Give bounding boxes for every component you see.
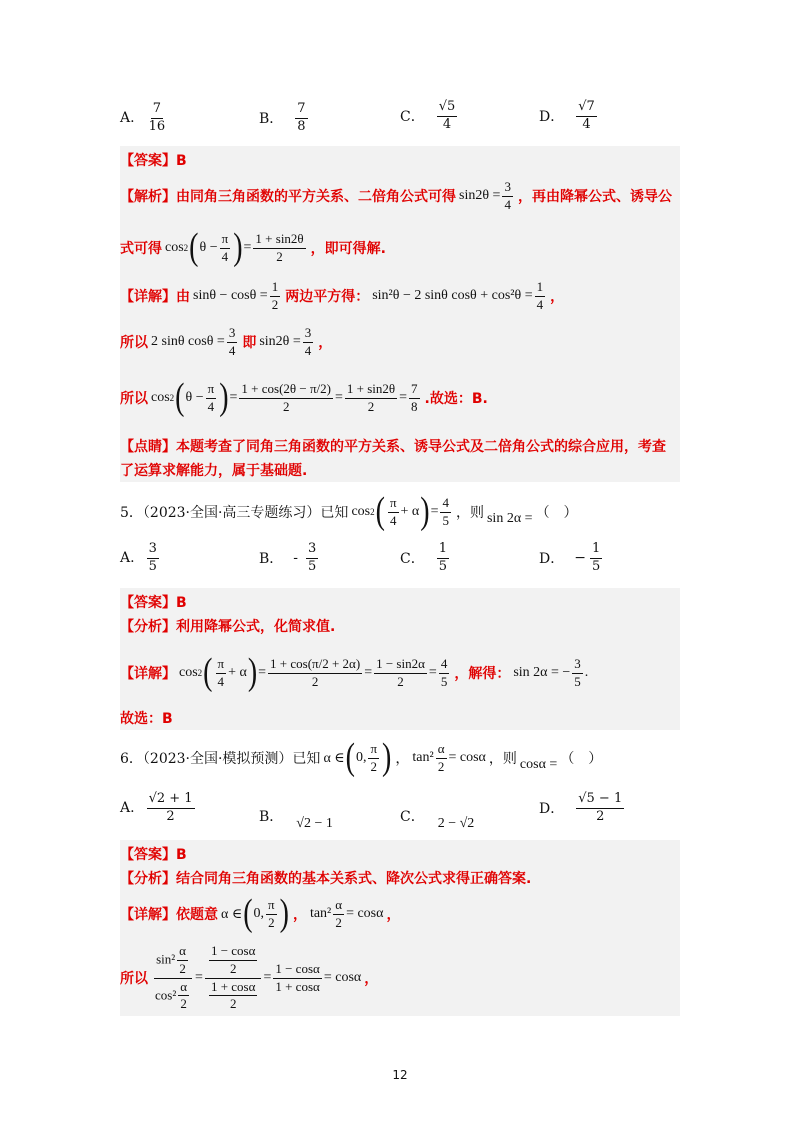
q6-last-line: 所以 sin² $\frac{\alpha}{2}$ cos² $\frac{\alpha}{2}$ = $\frac{\frac{1 - \cos\alpha}{2}}{\frac{1 + \cos\alpha}{2}}$ = $\frac{1 - \cos\alpha}{1 + \cos\alpha}$ = cosα ， [120, 942, 379, 1012]
option-fraction: $\frac{3}{5}$ [308, 541, 317, 574]
option-fraction: $\frac{√5 - 1}{2}$ [578, 791, 623, 824]
fraction: $\frac{7}{8}$ [411, 380, 418, 414]
fraction: $\frac{\pi}{4}$ [389, 494, 397, 528]
analysis-tag: 【解析】 [120, 189, 176, 205]
fraction: $\frac{4}{5}$ [442, 494, 449, 528]
analysis-text: ，再由降幂公式、诱导公 [517, 189, 672, 205]
fraction: $\frac{1 + \sin 2\theta}{2}$ [255, 230, 304, 264]
fraction: sin² $\frac{\alpha}{2}$ cos² $\frac{\alpha}{2}$ [153, 944, 193, 1013]
q6-option-d: D． $\frac{√5 - 1}{2}$ [539, 791, 623, 824]
option-fraction: $\frac{3}{5}$ [148, 541, 157, 574]
fraction: $\frac{1 + \cos\alpha}{2}$ [210, 978, 256, 1012]
fraction: $\frac{1 - \cos\alpha}{2}$ [210, 942, 256, 976]
fraction: $\frac{3}{4}$ [504, 178, 511, 212]
q4-option-c [400, 100, 459, 133]
option-fraction: $\frac{1}{5}$ [591, 541, 601, 574]
q4-option-a [120, 102, 169, 135]
q5-choose-line: 故选：B [120, 711, 173, 727]
q5-analysis-line: 【分析】 利用降幂公式，化简求值. [120, 619, 336, 635]
fraction: $\frac{1 + \cos(\pi/2 + 2\alpha)}{2}$ [270, 655, 361, 689]
q4-answer-line [120, 150, 680, 170]
q4-detail-line-1: 【详解】 由 sinθ − cosθ = $\frac{1}{2}$ 两边平方得： sin²θ − 2 sinθ cosθ + cos²θ = $\frac{1}{4}$ ， [120, 278, 565, 312]
formula: α ∈ ( 0, $\frac{\pi}{2}$ ) [323, 736, 392, 779]
fraction: $\frac{\pi}{4}$ [217, 655, 225, 689]
fraction [205, 944, 261, 1013]
formula: tan² $\frac{\alpha}{2}$ = cosα [309, 896, 384, 930]
page-number: 12 [392, 1068, 408, 1082]
fraction: $\frac{1}{2}$ [271, 278, 279, 312]
comment-tag: 【点睛】 [120, 439, 176, 455]
analysis-text: ，即可得解. [310, 241, 386, 257]
option-fraction: $\frac{√2 + 1}{2}$ [148, 791, 193, 824]
q6-stem: 6．（2023·全国·模拟预测）已知 α ∈ ( 0, $\frac{\pi}{2}$ ) ， tan² $\frac{\alpha}{2}$ = cosα ，则 cosα = （ ） [120, 736, 603, 779]
analysis-text: 式可得 [120, 241, 162, 257]
option-label: D． [539, 109, 565, 126]
formula: α ∈ ( 0, $\frac{\pi}{2}$ ) [221, 892, 289, 935]
option-label: B． [259, 111, 284, 128]
option-fraction: $\frac{1}{5}$ [438, 541, 447, 574]
q4-option-b [259, 102, 310, 135]
fraction: $\frac{\alpha}{2}$ [335, 896, 343, 930]
fraction: $\frac{\pi}{2}$ [370, 740, 378, 774]
analysis-text: 由同角三角函数的平方关系、二倍角公式可得 [176, 189, 456, 205]
q5-option-a: A. $\frac{3}{5}$ [120, 541, 157, 574]
fraction: $\frac{3}{4}$ [304, 324, 312, 358]
fraction: $\frac{1 + \cos(2\theta - \pi/2)}{2}$ [241, 380, 331, 414]
option-label: C． [400, 109, 425, 126]
option-fraction: $\frac{7}{16}$ [148, 101, 166, 134]
q6-option-c: C． 2 − √2 [400, 809, 475, 831]
q6-option-a: A. $\frac{√2 + 1}{2}$ [120, 791, 193, 824]
q4-comment-line-1: 【点睛】 本题考查了同角三角函数的平方关系、诱导公式及二倍角公式的综合应用，考查 [120, 436, 680, 456]
fraction: $\frac{1 - \sin 2\alpha}{2}$ [376, 655, 425, 689]
formula: sin 2α = − $\frac{3}{5}$ . [513, 655, 589, 689]
q4-analysis-line-1 [120, 178, 680, 214]
fraction: $\frac{\alpha}{2}$ [179, 942, 186, 976]
formula: cos 2 ( $\frac{\pi}{4}$ + α ) = $\frac{1 + \cos(\pi/2 + 2\alpha)}{2}$ = $\frac{1 - \sin 2\alpha}{2}$ = $\frac{4}{5}$ [179, 651, 448, 694]
formula: sin2θ = $\frac{3}{4}$ [259, 324, 312, 358]
fraction: $\frac{1 + \sin 2\theta}{2}$ [346, 380, 396, 414]
formula: cos 2 ( θ − $\frac{\pi}{4}$ ) = $\frac{1 + \sin 2\theta}{2}$ [165, 226, 304, 269]
fraction: $\frac{\pi}{4}$ [221, 230, 229, 264]
q6-option-b: B． √2 − 1 [259, 809, 333, 831]
formula: sinθ − cosθ = $\frac{1}{2}$ [193, 278, 279, 312]
fraction: $\frac{4}{5}$ [440, 655, 448, 689]
option-fraction: $\frac{7}{8}$ [297, 101, 306, 134]
q5-option-d: D． − $\frac{1}{5}$ [539, 541, 601, 574]
fraction: $\frac{3}{4}$ [228, 324, 236, 358]
fraction: $\frac{\alpha}{2}$ [437, 740, 445, 774]
fraction: $\frac{\alpha}{2}$ [180, 978, 188, 1012]
q4-detail-line-3: 所以 cos 2 ( θ − $\frac{\pi}{4}$ ) = $\frac{1 + \cos(2\theta - \pi/2)}{2}$ = $\frac{1 + \sin 2\theta}{2}$ = $\frac{7}{8}$ .故选：B. [120, 376, 488, 419]
q5-option-c: C． $\frac{1}{5}$ [400, 541, 447, 574]
q5-answer-line: 【答案】B [120, 595, 187, 611]
fraction: $\frac{\pi}{2}$ [268, 896, 275, 930]
option-fraction: $\frac{√7}{4}$ [578, 99, 595, 132]
option-label: A. [120, 110, 135, 127]
fraction: $\frac{1 - \cos\alpha}{1 + \cos\alpha}$ [275, 960, 320, 994]
formula: sin2θ = $\frac{3}{4}$ [459, 178, 511, 212]
option-fraction: $\frac{√5}{4}$ [438, 99, 456, 132]
fraction: $\frac{3}{5}$ [574, 655, 581, 689]
q4-comment-line-2: 了运算求解能力，属于基础题. [120, 463, 308, 479]
detail-tag: 【详解】 [120, 289, 176, 305]
q5-detail-line: 【详解】 cos 2 ( $\frac{\pi}{4}$ + α ) = $\frac{1 + \cos(\pi/2 + 2\alpha)}{2}$ = $\frac{1 - \sin 2\alpha}{2}$ = $\frac{4}{5}$ ，解得： sin 2α = − $\frac{3}{5}$ . [120, 651, 589, 694]
fraction: $\frac{\pi}{4}$ [207, 380, 215, 414]
answer-text: 【答案】B [120, 153, 187, 169]
q4-detail-line-2: 所以 2 sinθ cosθ = $\frac{3}{4}$ 即 sin2θ = $\frac{3}{4}$ ， [120, 324, 333, 358]
q5-stem: 5．（2023·全国·高三专题练习）已知 cos 2 ( $\frac{\pi}{4}$ + α ) = $\frac{4}{5}$ ，则 sin 2α = （ ） [120, 490, 578, 533]
formula: sin² $\frac{\alpha}{2}$ cos² $\frac{\alpha}{2}$ = $\frac{\frac{1 - \cos\alpha}{2}}{\frac{1 + \cos\alpha}{2}}$ = $\frac{1 - \cos\alpha}{1 + \cos\alpha}$ = cosα [155, 942, 362, 1012]
q6-analysis-line: 【分析】 结合同角三角函数的基本关系式、降次公式求得正确答案. [120, 871, 532, 887]
q4-option-d [539, 100, 599, 133]
q6-answer-line: 【答案】B [120, 847, 187, 863]
formula: 2 sinθ cosθ = $\frac{3}{4}$ [151, 324, 236, 358]
formula: cos 2 ( $\frac{\pi}{4}$ + α ) = $\frac{4}{5}$ [351, 490, 449, 533]
formula: sin²θ − 2 sinθ cosθ + cos²θ = $\frac{1}{4}$ [372, 278, 544, 312]
formula: tan² $\frac{\alpha}{2}$ = cosα [412, 740, 486, 774]
q6-detail-line: 【详解】 依题意 α ∈ ( 0, $\frac{\pi}{2}$ ) ， tan² $\frac{\alpha}{2}$ = cosα ， [120, 892, 401, 935]
q4-analysis-line-2 [120, 228, 680, 268]
formula: cos 2 ( θ − $\frac{\pi}{4}$ ) = $\frac{1 + \cos(2\theta - \pi/2)}{2}$ = $\frac{1 + \sin 2\theta}{2}$ = $\frac{7}{8}$ [151, 376, 418, 419]
q5-option-b: B． - $\frac{3}{5}$ [259, 541, 317, 574]
fraction: $\frac{1}{4}$ [536, 278, 544, 312]
